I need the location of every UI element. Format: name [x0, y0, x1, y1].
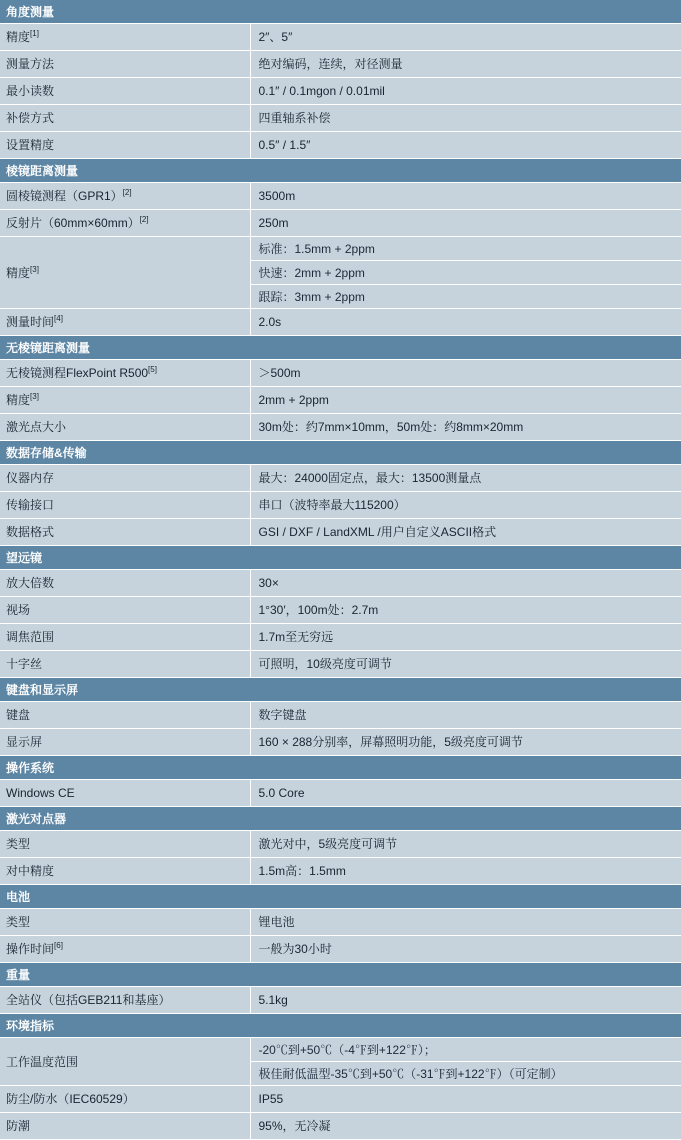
- table-row: [0, 24, 681, 51]
- row-label-text: 工作温度范围: [6, 1055, 78, 1069]
- footnote-marker: [3]: [30, 392, 39, 401]
- table-row: [0, 702, 681, 729]
- row-value: 30×: [250, 570, 681, 597]
- row-value: 1.5m高：1.5mm: [250, 858, 681, 885]
- row-label-text: 设置精度: [6, 138, 54, 152]
- table-row: [0, 105, 681, 132]
- row-label: [0, 780, 250, 807]
- row-label-text: 调焦范围: [6, 630, 54, 644]
- row-label-text: 精度: [6, 30, 30, 44]
- table-row: [0, 414, 681, 441]
- row-label-text: 仪器内存: [6, 471, 54, 485]
- row-label-text: 精度: [6, 266, 30, 280]
- section-header-data-storage-transfer: 数据存储&传输: [0, 441, 681, 465]
- row-label-text: 显示屏: [6, 735, 42, 749]
- row-label: [0, 51, 250, 78]
- row-value: ＞500m: [250, 360, 681, 387]
- row-label-text: 补偿方式: [6, 111, 54, 125]
- table-row: [0, 360, 681, 387]
- row-label-text: 视场: [6, 603, 30, 617]
- row-label: [0, 492, 250, 519]
- row-value: [250, 237, 681, 309]
- section-header-weight: 重量: [0, 963, 681, 987]
- section-header-row: [0, 756, 681, 780]
- table-row: [0, 78, 681, 105]
- row-label: [0, 624, 250, 651]
- row-label-text: 类型: [6, 837, 30, 851]
- row-label-text: 圆棱镜测程（GPR1）: [6, 189, 123, 203]
- table-row: [0, 729, 681, 756]
- section-header-laser-plummet: 激光对点器: [0, 807, 681, 831]
- row-label: [0, 465, 250, 492]
- section-header-row: [0, 807, 681, 831]
- table-row: [0, 597, 681, 624]
- row-label-text: 精度: [6, 393, 30, 407]
- table-row: [0, 492, 681, 519]
- table-row: [0, 387, 681, 414]
- row-label: [0, 360, 250, 387]
- row-label-text: 数据格式: [6, 525, 54, 539]
- table-row: [0, 570, 681, 597]
- section-header-row: [0, 546, 681, 570]
- row-label: [0, 651, 250, 678]
- footnote-marker: [5]: [148, 365, 157, 374]
- section-header-row: [0, 963, 681, 987]
- section-header-row: [0, 336, 681, 360]
- row-value: 绝对编码，连续，对径测量: [250, 51, 681, 78]
- row-label: [0, 729, 250, 756]
- row-value-line: -20℃到+50℃（-4℉到+122℉）；: [251, 1038, 681, 1062]
- table-row: [0, 987, 681, 1014]
- footnote-marker: [3]: [30, 265, 39, 274]
- row-label: [0, 1038, 250, 1086]
- row-label: [0, 24, 250, 51]
- row-label: [0, 570, 250, 597]
- row-value: 串口（波特率最大115200）: [250, 492, 681, 519]
- row-label: [0, 183, 250, 210]
- row-value: 激光对中，5级亮度可调节: [250, 831, 681, 858]
- row-label-text: 防潮: [6, 1119, 30, 1133]
- row-value-line: 极佳耐低温型-35℃到+50℃（-31℉到+122℉）（可定制）: [251, 1062, 681, 1085]
- row-label: [0, 1086, 250, 1113]
- row-label-text: 类型: [6, 915, 30, 929]
- section-header-row: [0, 678, 681, 702]
- row-value: 最大：24000固定点，最大：13500测量点: [250, 465, 681, 492]
- row-label: [0, 237, 250, 309]
- table-row: [0, 465, 681, 492]
- footnote-marker: [1]: [30, 29, 39, 38]
- section-header-battery: 电池: [0, 885, 681, 909]
- section-header-row: [0, 441, 681, 465]
- row-label-text: 十字丝: [6, 657, 42, 671]
- table-row: [0, 51, 681, 78]
- row-value-line: 快速：2mm + 2ppm: [251, 261, 681, 285]
- row-value: 四重轴系补偿: [250, 105, 681, 132]
- row-value: 2mm + 2ppm: [250, 387, 681, 414]
- row-label: [0, 78, 250, 105]
- row-label: [0, 1113, 250, 1140]
- section-header-environmental: 环境指标: [0, 1014, 681, 1038]
- row-value: 5.0 Core: [250, 780, 681, 807]
- section-header-row: [0, 885, 681, 909]
- table-row: [0, 1086, 681, 1113]
- row-label-text: 防尘/防水（IEC60529）: [6, 1092, 135, 1106]
- row-label-text: 最小读数: [6, 84, 54, 98]
- row-label-text: 对中精度: [6, 864, 54, 878]
- row-value: 1.7m至无穷远: [250, 624, 681, 651]
- table-row: [0, 237, 681, 309]
- table-row: [0, 210, 681, 237]
- table-row: [0, 519, 681, 546]
- row-value: [250, 1038, 681, 1086]
- row-label: [0, 105, 250, 132]
- row-value: 数字键盘: [250, 702, 681, 729]
- footnote-marker: [6]: [54, 941, 63, 950]
- row-label: [0, 519, 250, 546]
- table-row: [0, 831, 681, 858]
- row-label: [0, 702, 250, 729]
- row-label-text: 放大倍数: [6, 576, 54, 590]
- table-row: [0, 309, 681, 336]
- footnote-marker: [4]: [54, 314, 63, 323]
- table-row: [0, 651, 681, 678]
- row-value: 2″、5″: [250, 24, 681, 51]
- row-label-text: 全站仪（包括GEB211和基座）: [6, 993, 170, 1007]
- section-header-keyboard-display: 键盘和显示屏: [0, 678, 681, 702]
- row-value: 0.1″ / 0.1mgon / 0.01mil: [250, 78, 681, 105]
- section-header-row: [0, 1014, 681, 1038]
- section-header-reflectorless-distance-measurement: 无棱镜距离测量: [0, 336, 681, 360]
- row-label: [0, 414, 250, 441]
- row-label: [0, 309, 250, 336]
- row-label-text: Windows CE: [6, 786, 75, 800]
- section-header-operating-system: 操作系统: [0, 756, 681, 780]
- section-header-prism-distance-measurement: 棱镜距离测量: [0, 159, 681, 183]
- row-label: [0, 387, 250, 414]
- footnote-marker: [2]: [140, 215, 149, 224]
- row-label-text: 激光点大小: [6, 420, 66, 434]
- row-label-text: 无棱镜测程FlexPoint R500: [6, 366, 148, 380]
- table-row: [0, 1113, 681, 1140]
- row-label: [0, 597, 250, 624]
- row-label: [0, 132, 250, 159]
- row-label: [0, 936, 250, 963]
- table-row: [0, 936, 681, 963]
- row-value-line: 跟踪：3mm + 2ppm: [251, 285, 681, 308]
- section-header-telescope: 望远镜: [0, 546, 681, 570]
- row-value: 2.0s: [250, 309, 681, 336]
- row-value-line: 标准：1.5mm + 2ppm: [251, 237, 681, 261]
- row-value: 160 × 288分别率，屏幕照明功能，5级亮度可调节: [250, 729, 681, 756]
- row-value: GSI / DXF / LandXML /用户自定义ASCII格式: [250, 519, 681, 546]
- row-value: 1°30′，100m处：2.7m: [250, 597, 681, 624]
- row-value: 250m: [250, 210, 681, 237]
- section-header-row: [0, 159, 681, 183]
- row-value: 锂电池: [250, 909, 681, 936]
- section-header-row: [0, 0, 681, 24]
- table-row: [0, 624, 681, 651]
- row-label-text: 反射片（60mm×60mm）: [6, 216, 140, 230]
- row-label-text: 测量方法: [6, 57, 54, 71]
- table-row: [0, 183, 681, 210]
- row-label-text: 传输接口: [6, 498, 54, 512]
- table-row: [0, 858, 681, 885]
- row-value: 5.1kg: [250, 987, 681, 1014]
- row-value: 3500m: [250, 183, 681, 210]
- row-value: 可照明，10级亮度可调节: [250, 651, 681, 678]
- row-label-text: 测量时间: [6, 315, 54, 329]
- table-row: [0, 132, 681, 159]
- row-label: [0, 831, 250, 858]
- table-row: [0, 1038, 681, 1086]
- row-value: 0.5″ / 1.5″: [250, 132, 681, 159]
- row-value: 30m处：约7mm×10mm，50m处：约8mm×20mm: [250, 414, 681, 441]
- row-label: [0, 909, 250, 936]
- row-label: [0, 858, 250, 885]
- row-label: [0, 210, 250, 237]
- footnote-marker: [2]: [123, 188, 132, 197]
- row-label-text: 操作时间: [6, 942, 54, 956]
- row-label: [0, 987, 250, 1014]
- row-value: IP55: [250, 1086, 681, 1113]
- table-row: [0, 909, 681, 936]
- section-header-angle-measurement: 角度测量: [0, 0, 681, 24]
- table-row: [0, 780, 681, 807]
- row-value: 95%，无冷凝: [250, 1113, 681, 1140]
- row-value: 一般为30小时: [250, 936, 681, 963]
- row-label-text: 键盘: [6, 708, 30, 722]
